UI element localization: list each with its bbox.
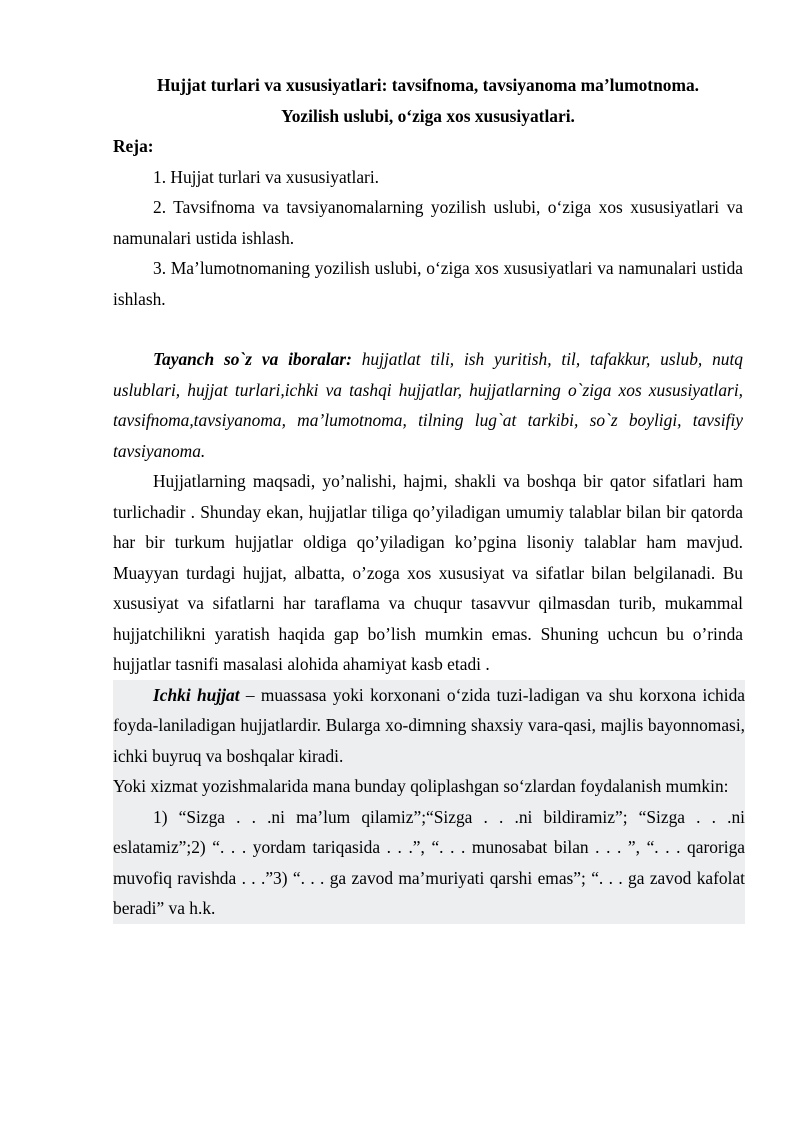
keywords-text: hujjatlat tili, ish yuritish, til, tafakkur, uslub, nutq uslublari, hujjat turlari,ichki va tashqi hujjatlar, hujjatlarning o`ziga xos xususiyatlari, tavsifnoma,tavsiyanoma, ma’lumotnoma, tilning lug`at tarkibi, so`z boyligi, tavsifiy tavsiyanoma.	[113, 349, 743, 461]
templates-intro: Yoki xizmat yozishmalarida mana bunday qoliplashgan so‘zlardan foydalanish mumkin:	[113, 776, 729, 796]
section-spacer	[113, 314, 743, 344]
plan-item-3: 3. Ma’lumotnomaning yozilish uslubi, o‘ziga xos xususiyatlari va namunalari ustida ishlash.	[113, 258, 743, 309]
keywords-term: Tayanch so`z va iboralar:	[153, 349, 352, 369]
internal-document-term: Ichki hujjat	[153, 684, 240, 705]
highlighted-section	[113, 680, 745, 924]
document-title-line-2: Yozilish uslubi, o‘ziga xos xususiyatlari.	[281, 105, 575, 126]
plan-heading: Reja:	[113, 136, 154, 156]
document-title-line-1: Hujjat turlari va xususiyatlari: tavsifnoma, tavsiyanoma ma’lumotnoma.	[157, 75, 699, 95]
plan-item-2: 2. Tavsifnoma va tavsiyanomalarning yozilish uslubi, o‘ziga xos xususiyatlari va namunalari ustida ishlash.	[113, 197, 743, 248]
document-page	[113, 70, 743, 924]
templates-list: 1) “Sizga . . .ni ma’lum qilamiz”;“Sizga . . .ni bildiramiz”; “Sizga . . .ni eslatamiz”;2) “. . . yordam tariqasida . . .”, “. . . munosabat bilan . . . ”, “. . . qaroriga muvofiq ravishda . . .”3) “. . . ga zavod ma’muriyati qarshi emas”; “. . . ga zavod kafolat beradi” va h.k.	[113, 806, 745, 918]
internal-document-text: – muassasa yoki korxonani o‘zida tuzi-ladigan va shu korxona ichida foyda-laniladigan hujjatlardir. Bularga xo-dimning shaxsiy vara-qasi, majlis bayonnomasi, ichki buyruq va boshqalar kiradi.	[113, 684, 745, 766]
plan-item-1: 1. Hujjat turlari va xususiyatlari.	[153, 166, 380, 187]
internal-document-paragraph	[113, 680, 745, 772]
keywords-paragraph	[113, 344, 743, 466]
main-paragraph: Hujjatlarning maqsadi, yo’nalishi, hajmi, shakli va boshqa bir qator sifatlari ham turlichadir . Shunday ekan, hujjatlar tiliga qo’yiladigan umumiy talablar bilan bir qatorda har bir turkum hujjatlar oldiga qo’yiladigan ko’pgina lisoniy talablar ham mavjud. Muayyan turdagi hujjat, albatta, o’zoga xos xususiyat va sifatlar bilan belgilanadi. Bu xususiyat va sifatlarni har taraflama va chuqur tasavvur qilmasdan turib, mukammal hujjatchilikni yaratish haqida gap bo’lish mumkin emas. Shuning uchcun bu o’rinda hujjatlar tasnifi masalasi alohida ahamiyat kasb etadi .	[113, 471, 743, 674]
